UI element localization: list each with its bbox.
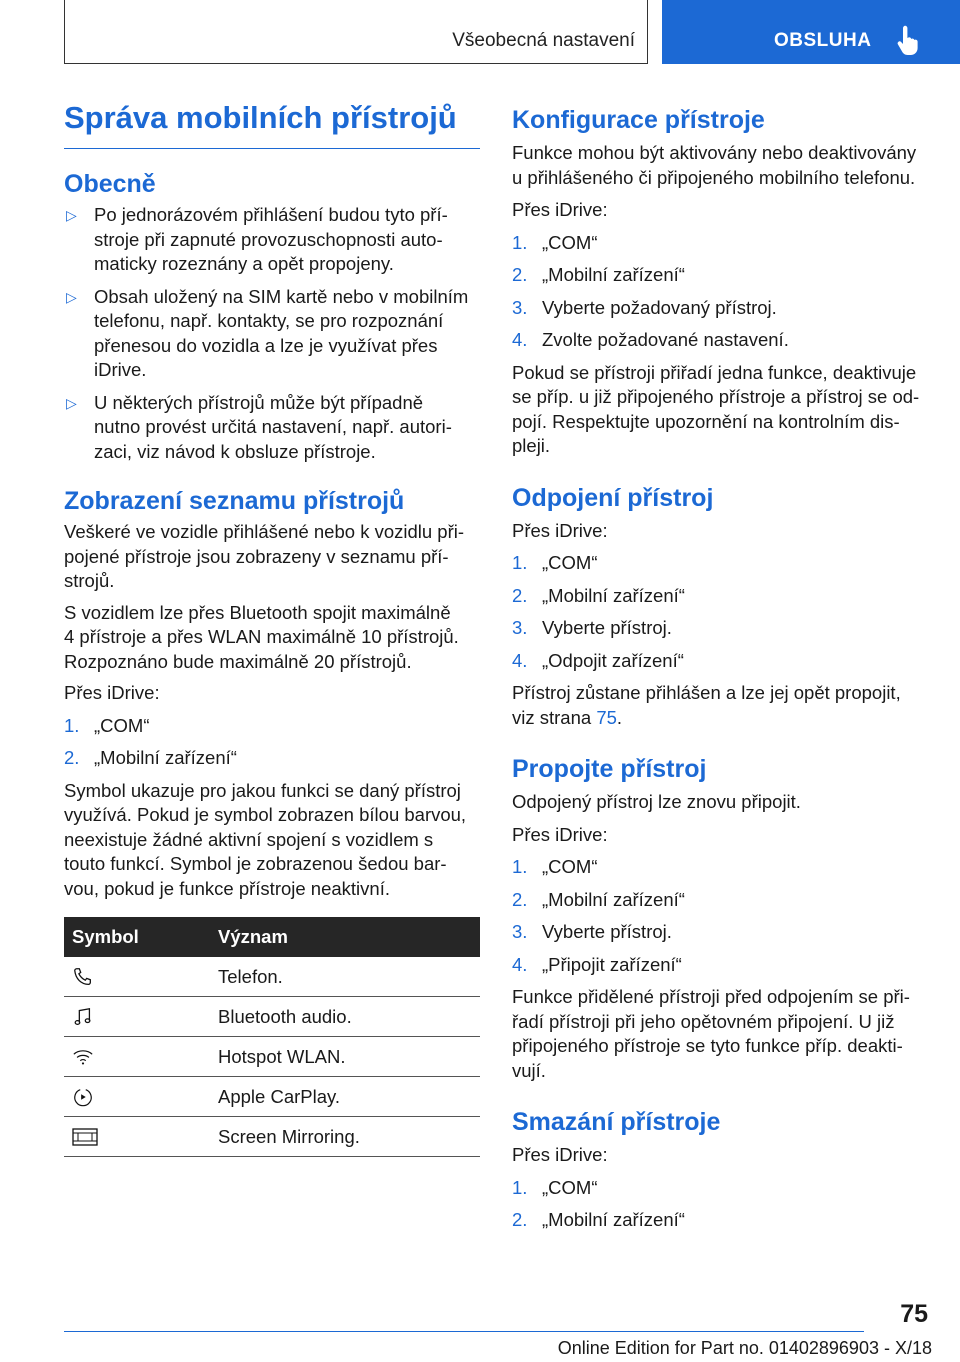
table-row <box>64 957 480 997</box>
step-number: 2. <box>64 747 80 768</box>
screen-mirroring-icon <box>72 1126 98 1148</box>
connect-note: Funkce přidělené přístroji před odpojením se při- řadí přístroji při jeho opětovném připojení. U již připojeného přístroje se tyto funkce příp. deakti- vují. <box>512 986 910 1081</box>
step-number: 4. <box>512 329 528 350</box>
step-number: 2. <box>512 888 528 910</box>
via-idrive-label: Přes iDrive: <box>64 682 160 703</box>
music-note-icon <box>72 1006 94 1028</box>
table-header-symbol: Symbol <box>64 917 218 957</box>
list-item: ▷ U některých přístrojů může být případně nutno provést určitá nastavení, např. autori- zaci, viz návod k obsluze přístroje. <box>66 391 452 462</box>
list-item: ▷ Obsah uložený na SIM kartě nebo v mobilním telefonu, např. kontakty, se pro rozpoznání přenesou do vozidla a lze je využívat přes iDrive. <box>66 285 469 380</box>
table-cell-meaning: Telefon. <box>218 957 480 997</box>
header-chapter-tab <box>662 0 960 64</box>
carplay-icon <box>72 1086 94 1108</box>
device-list-steps <box>64 714 480 771</box>
table-row <box>64 997 480 1037</box>
heading-disconnect: Odpojení přístroj <box>512 483 714 512</box>
bullet-triangle-icon: ▷ <box>66 394 77 411</box>
list-item: 2. „Mobilní zařízení“ <box>512 888 928 913</box>
step-number: 3. <box>512 617 528 638</box>
via-idrive-label: Přes iDrive: <box>512 823 608 845</box>
device-list-paragraph: Veškeré ve vozidle přihlášené nebo k vozidlu při- pojené přístroje jsou zobrazeny v seznamu pří- strojů. <box>64 521 465 591</box>
general-bullet-list <box>64 203 480 464</box>
disconnect-steps <box>512 551 928 673</box>
table-cell-meaning: Apple CarPlay. <box>218 1077 480 1117</box>
step-number: 2. <box>512 264 528 285</box>
heading-configuration: Konfigurace přístroje <box>512 106 765 134</box>
connect-paragraph: Odpojený přístroj lze znovu připojit. <box>512 791 801 812</box>
heading-general: Obecně <box>64 170 156 198</box>
configuration-steps <box>512 231 928 353</box>
table-cell-meaning: Screen Mirroring. <box>218 1117 480 1157</box>
step-number: 2. <box>512 1209 528 1230</box>
heading-device-list: Zobrazení seznamu přístrojů <box>64 487 405 515</box>
connect-steps <box>512 855 928 977</box>
heading-delete: Smazání přístroje <box>512 1108 721 1136</box>
device-limit-paragraph: S vozidlem lze přes Bluetooth spojit maximálně 4 přístroje a přes WLAN maximálně 10 přístrojů. Rozpoznáno bude maximálně 20 přístrojů. <box>64 601 459 672</box>
list-item: ▷ Po jednorázovém přihlášení budou tyto pří- stroje při zapnuté provozuschopnosti auto- maticky rozeznány a opět propojeny. <box>66 204 448 274</box>
bullet-triangle-icon: ▷ <box>66 288 77 305</box>
list-item: 4. Zvolte požadované nastavení. <box>512 328 928 353</box>
page-title: Správa mobilních přístrojů <box>64 100 480 149</box>
list-item: 4. „Připojit zařízení“ <box>512 953 928 978</box>
bullet-triangle-icon: ▷ <box>66 207 77 223</box>
list-item: 3. Vyberte přístroj. <box>512 616 928 641</box>
step-number: 4. <box>512 649 528 671</box>
list-item: 1. „COM“ <box>512 551 928 576</box>
header-chapter-label: OBSLUHA <box>774 30 872 51</box>
right-column <box>512 100 928 1241</box>
step-number: 3. <box>512 296 528 318</box>
list-item: 1. „COM“ <box>512 855 928 880</box>
footer-edition: Online Edition for Part no. 01402896903 - X/18 <box>557 1338 932 1358</box>
table-cell-meaning: Bluetooth audio. <box>218 997 480 1037</box>
list-item: 2. „Mobilní zařízení“ <box>512 1208 928 1233</box>
list-item: 3. Vyberte požadovaný přístroj. <box>512 296 928 321</box>
configuration-note: Pokud se přístroji přiřadí jedna funkce, deaktivuje se příp. u již připojeného přístroje a přístroj se od- pojí. Respektujte upozornění na kontrolním dis- pleji. <box>512 361 920 456</box>
footer-divider <box>64 1331 864 1332</box>
step-number: 4. <box>512 953 528 975</box>
via-idrive-label: Přes iDrive: <box>512 199 608 220</box>
phone-icon <box>72 966 94 988</box>
list-item: 4. „Odpojit zařízení“ <box>512 649 928 674</box>
step-number: 1. <box>512 856 528 877</box>
table-header-meaning: Význam <box>218 917 480 957</box>
step-number: 1. <box>512 552 528 573</box>
page-link-75[interactable]: 75 <box>596 706 617 728</box>
table-cell-meaning: Hotspot WLAN. <box>218 1037 480 1077</box>
step-number: 1. <box>512 1176 528 1198</box>
symbol-paragraph: Symbol ukazuje pro jakou funkci se daný přístroj využívá. Pokud je symbol zobrazen bílou barvou, neexistuje žádné aktivní spojení s vozidlem s touto funkcí. Symbol je zobrazenou šedou bar- vou, pokud je funkce přístroje neaktivní. <box>64 779 467 899</box>
step-number: 3. <box>512 921 528 942</box>
configuration-paragraph: Funkce mohou být aktivovány nebo deaktivovány u přihlášeného či připojeného mobilního telefonu. <box>512 142 917 188</box>
step-number: 1. <box>64 714 80 736</box>
list-item: 1. „COM“ <box>512 231 928 256</box>
via-idrive-label: Přes iDrive: <box>512 519 608 541</box>
table-row <box>64 1117 480 1157</box>
delete-steps <box>512 1176 928 1233</box>
table-row <box>64 1037 480 1077</box>
step-number: 2. <box>512 584 528 606</box>
list-item: 1. „COM“ <box>512 1176 928 1201</box>
list-item: 2. „Mobilní zařízení“ <box>512 584 928 609</box>
list-item: 2. „Mobilní zařízení“ <box>64 746 480 771</box>
heading-connect: Propojte přístroj <box>512 755 707 783</box>
step-number: 1. <box>512 231 528 253</box>
table-row <box>64 1077 480 1117</box>
hand-pointer-icon <box>895 24 921 56</box>
list-item: 2. „Mobilní zařízení“ <box>512 263 928 288</box>
header-section-title: Všeobecná nastavení <box>452 30 635 51</box>
left-column <box>64 100 480 1157</box>
via-idrive-label: Přes iDrive: <box>512 1144 608 1165</box>
list-item: 1. „COM“ <box>64 714 480 739</box>
disconnect-paragraph: Přístroj zůstane přihlášen a lze jej opět propojit, viz strana 75. <box>512 682 901 728</box>
page-number: 75 <box>900 1300 928 1328</box>
list-item: 3. Vyberte přístroj. <box>512 920 928 945</box>
header-section-box <box>64 0 648 64</box>
wifi-icon <box>72 1046 94 1068</box>
symbol-table <box>64 917 480 1157</box>
